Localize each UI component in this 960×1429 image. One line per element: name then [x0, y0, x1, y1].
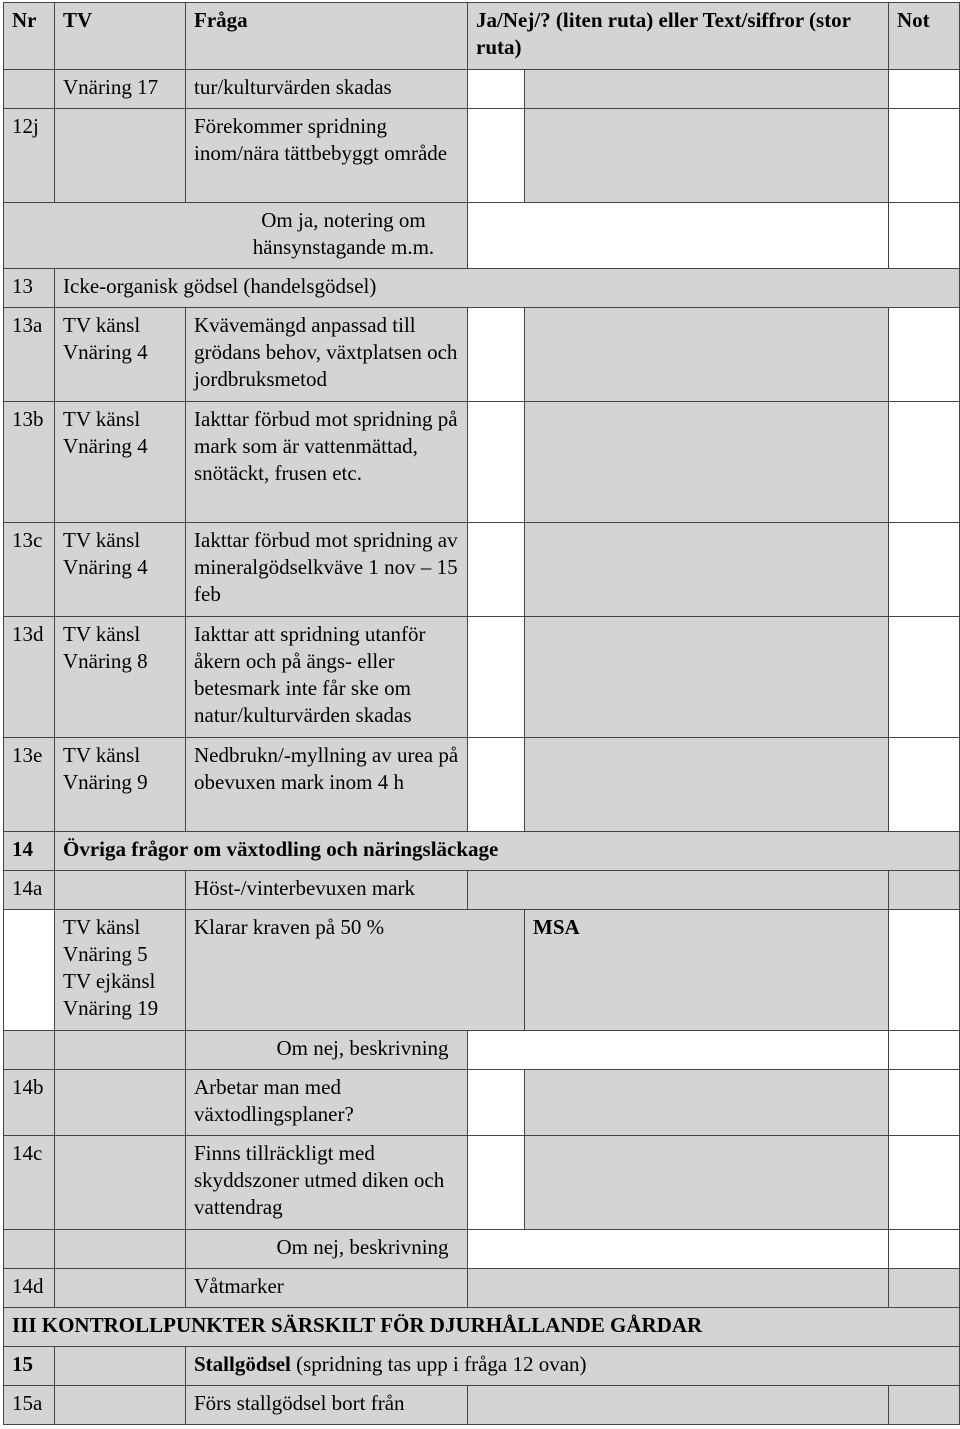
table-row: [4, 1070, 960, 1136]
table-row: [4, 70, 960, 109]
row-nr: 15a: [4, 1386, 55, 1425]
answer-large[interactable]: [525, 308, 889, 402]
answer-large[interactable]: [525, 617, 889, 738]
answer-large[interactable]: [525, 1070, 889, 1136]
table-row: [4, 871, 960, 910]
row-question: tur/kulturvärden skadas: [186, 70, 468, 109]
row-question: Kvävemängd anpassad till grödans behov, växtplatsen och jordbruksmetod: [186, 308, 468, 402]
answer-large[interactable]: [525, 523, 889, 617]
section-row: [4, 269, 960, 308]
table-row: [4, 523, 960, 617]
note-cell[interactable]: [889, 523, 960, 617]
note-cell[interactable]: [889, 308, 960, 402]
control-table: [3, 2, 960, 1425]
note-cell[interactable]: [889, 1136, 960, 1230]
answer-small[interactable]: [468, 1070, 525, 1136]
table-row: [4, 1347, 960, 1386]
section-title: Icke-organisk gödsel (handelsgödsel): [55, 269, 960, 308]
note-cell[interactable]: [889, 910, 960, 1031]
table-row: [4, 1386, 960, 1425]
row-question: Iakttar förbud mot spridning på mark som är vattenmättad, snötäckt, frusen etc.: [186, 402, 468, 523]
row-question: Klarar kraven på 50 %: [186, 910, 525, 1031]
row-question: Förekommer spridning inom/nära tättbebyggt område: [186, 109, 468, 203]
header-fraga: Fråga: [186, 3, 468, 70]
answer-small[interactable]: [468, 523, 525, 617]
header-not: Not: [889, 3, 960, 70]
section-nr: 14: [4, 832, 55, 871]
header-answer: Ja/Nej/? (liten ruta) eller Text/siffror (stor ruta): [468, 3, 889, 70]
answer-small[interactable]: [468, 617, 525, 738]
row-tv: TV känsl Vnäring 4: [55, 523, 186, 617]
row-tv: TV känsl Vnäring 4: [55, 308, 186, 402]
table-row: [4, 1230, 960, 1269]
answer-small[interactable]: [468, 70, 525, 109]
row-subquestion: Om nej, beskrivning: [186, 1031, 468, 1070]
header-nr: Nr: [4, 3, 55, 70]
row-subquestion: Om nej, beskrivning: [186, 1230, 468, 1269]
note-cell[interactable]: [889, 402, 960, 523]
row-nr: 14b: [4, 1070, 55, 1136]
answer-large[interactable]: [525, 70, 889, 109]
row-nr: 12j: [4, 109, 55, 203]
answer-small[interactable]: [468, 109, 525, 203]
table-row: [4, 617, 960, 738]
row-nr: 13b: [4, 402, 55, 523]
table-row: [4, 738, 960, 832]
row-nr: 13e: [4, 738, 55, 832]
note-cell[interactable]: [889, 1230, 960, 1269]
note-cell[interactable]: [889, 203, 960, 269]
row-nr: 13a: [4, 308, 55, 402]
note-cell[interactable]: [889, 70, 960, 109]
row-nr: 13d: [4, 617, 55, 738]
answer-text[interactable]: [468, 1230, 889, 1269]
row-question: Höst-/vinterbevuxen mark: [186, 871, 468, 910]
row-nr: 14a: [4, 871, 55, 910]
answer-small[interactable]: [468, 1136, 525, 1230]
note-cell[interactable]: [889, 617, 960, 738]
row-question: Finns tillräckligt med skyddszoner utmed diken och vattendrag: [186, 1136, 468, 1230]
table-row: [4, 1136, 960, 1230]
section-title: Övriga frågor om växtodling och näringsläckage: [55, 832, 960, 871]
table-row: [4, 1269, 960, 1308]
note-cell[interactable]: [889, 109, 960, 203]
table-row: [4, 1031, 960, 1070]
note-cell[interactable]: [889, 1031, 960, 1070]
answer-large[interactable]: [525, 738, 889, 832]
row-question: Iakttar att spridning utanför åkern och på ängs- eller betesmark inte får ske om natur/kulturvärden skadas: [186, 617, 468, 738]
row-nr: 13c: [4, 523, 55, 617]
row-tv: TV känsl Vnäring 8: [55, 617, 186, 738]
row-question: Arbetar man med växtodlingsplaner?: [186, 1070, 468, 1136]
row-question: Iakttar förbud mot spridning av mineralgödselkväve 1 nov – 15 feb: [186, 523, 468, 617]
header-tv: TV: [55, 3, 186, 70]
section-row: [4, 832, 960, 871]
row-question: Förs stallgödsel bort från: [186, 1386, 468, 1425]
section-title: III KONTROLLPUNKTER SÄRSKILT FÖR DJURHÅLLANDE GÅRDAR: [4, 1308, 960, 1347]
answer-large[interactable]: [525, 1136, 889, 1230]
answer-large[interactable]: [525, 402, 889, 523]
row-question: Stallgödsel (spridning tas upp i fråga 12 ovan): [186, 1347, 960, 1386]
table-row: [4, 109, 960, 203]
row-subquestion: Om ja, notering om hänsynstagande m.m.: [4, 203, 468, 269]
row-tv: TV känsl Vnäring 5 TV ejkänsl Vnäring 19: [55, 910, 186, 1031]
answer-small[interactable]: [468, 308, 525, 402]
row-nr: 14c: [4, 1136, 55, 1230]
row-question: Nedbrukn/-myllning av urea på obevuxen mark inom 4 h: [186, 738, 468, 832]
row-tv: Vnäring 17: [55, 70, 186, 109]
section-nr: 13: [4, 269, 55, 308]
answer-small[interactable]: [468, 738, 525, 832]
table-row: [4, 308, 960, 402]
row-tv: TV känsl Vnäring 9: [55, 738, 186, 832]
row-nr: 15: [4, 1347, 55, 1386]
table-row: [4, 402, 960, 523]
answer-text[interactable]: [468, 1031, 889, 1070]
table-row: [4, 203, 960, 269]
row-tv: TV känsl Vnäring 4: [55, 402, 186, 523]
note-cell[interactable]: [889, 738, 960, 832]
answer-large[interactable]: [525, 109, 889, 203]
answer-large[interactable]: MSA: [525, 910, 889, 1031]
header-row: [4, 3, 960, 70]
row-nr: 14d: [4, 1269, 55, 1308]
row-question: Våtmarker: [186, 1269, 468, 1308]
section-row: [4, 1308, 960, 1347]
answer-small[interactable]: [468, 402, 525, 523]
table-row: [4, 910, 960, 1031]
answer-text[interactable]: [468, 203, 889, 269]
note-cell[interactable]: [889, 1070, 960, 1136]
